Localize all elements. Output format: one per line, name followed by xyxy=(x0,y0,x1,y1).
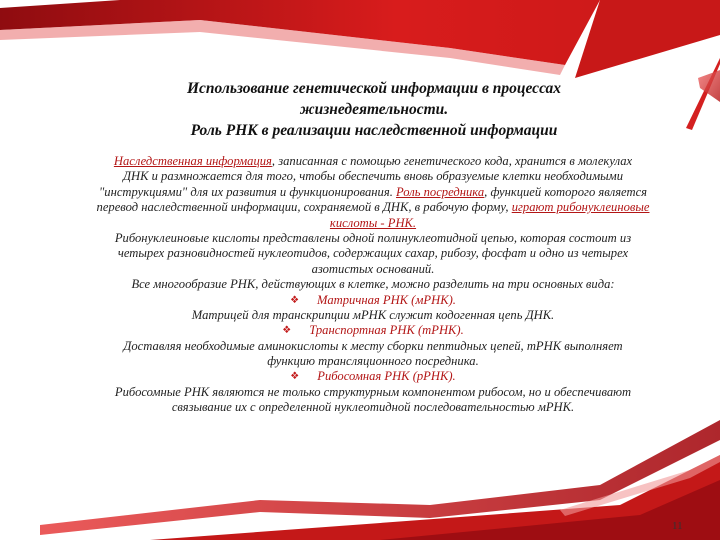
term-rna: кислоты - РНК. xyxy=(329,215,417,230)
rna-type-mrna-description: Матрицей для транскрипции мРНК служит кодогенная цепь ДНК. xyxy=(191,307,555,322)
page-number: 11 xyxy=(672,520,683,532)
term-hereditary-information: Наследственная информация xyxy=(113,154,272,168)
paragraph-2-line-1: Рибонуклеиновые кислоты представлены одной полинуклеотидной цепью, которая состоит из xyxy=(114,230,632,245)
rna-type-mrna: ❖ Матричная РНК (мРНК). xyxy=(290,292,456,307)
rna-type-trna: ❖ Транспортная РНК (тРНК). xyxy=(282,323,464,338)
title-line-3: Роль РНК в реализации наследственной информации xyxy=(190,122,558,139)
rna-type-rrna-description-2: связывание их с определенной нуклеотидной последовательностью мРНК. xyxy=(171,400,575,415)
paragraph-1-line-5 xyxy=(28,216,718,231)
rna-type-trna-description-2: функцию трансляционного посредника. xyxy=(267,354,479,369)
bullet-icon: ❖ xyxy=(290,294,300,306)
paragraph-2-line-3: азотистых оснований. xyxy=(311,261,435,276)
paragraph-1-line-2: ДНК и размножается для того, чтобы обеспечить вновь образуемые клетки необходимыми xyxy=(122,169,624,184)
top-right-wedge xyxy=(575,0,720,78)
paragraph-1-line-3: "инструкциями" для их развития и функционирования. Роль посредника, функцией которого является xyxy=(98,184,648,199)
term-ribonucleic-acids: играют рибонуклеиновые xyxy=(511,200,650,215)
rna-type-rrna: ❖ Рибосомная РНК (рРНК). xyxy=(290,369,456,384)
term-mediator-role: Роль посредника xyxy=(396,184,485,199)
paragraph-1-line-4: перевод наследственной информации, сохраняемой в ДНК, в рабочую форму, играют рибонуклеиновые xyxy=(96,200,650,215)
bullet-icon: ❖ xyxy=(290,371,300,383)
title-line-1: Использование генетической информации в процессах xyxy=(186,80,562,97)
bullet-icon: ❖ xyxy=(282,325,292,337)
rna-type-trna-description-1: Доставляя необходимые аминокислоты к месту сборки пептидных цепей, тРНК выполняет xyxy=(123,338,623,353)
slide-title xyxy=(110,78,638,141)
paragraph-3: Все многообразие РНК, действующих в клетке, можно разделить на три основных вида: xyxy=(131,277,615,292)
slide-body xyxy=(28,154,718,416)
paragraph-1-line-1: Наследственная информация, записанная с помощью генетического кода, хранится в молекулах xyxy=(113,154,633,168)
paragraph-2-line-2: четырех разновидностей нуклеотидов, содержащих сахар, рибозу, фосфат и одно из четырех xyxy=(117,246,629,261)
title-line-2: жизнедеятельности. xyxy=(299,101,449,118)
rna-type-rrna-description-1: Рибосомные РНК являются не только структурным компонентом рибосом, но и обеспечивают xyxy=(114,384,632,399)
